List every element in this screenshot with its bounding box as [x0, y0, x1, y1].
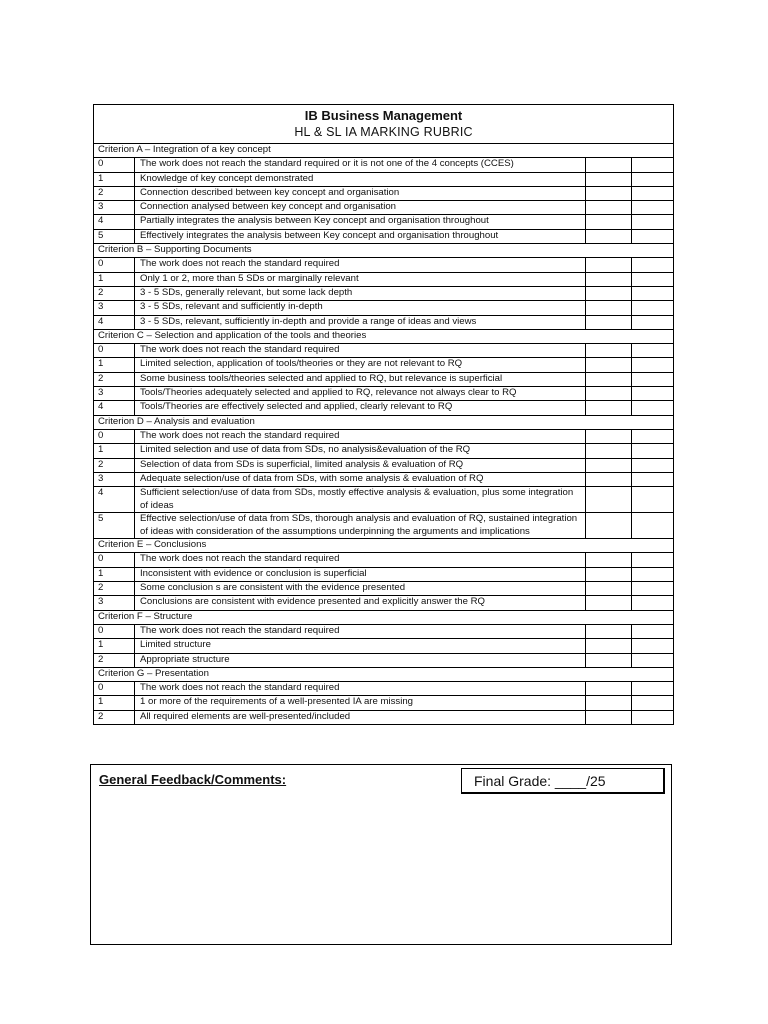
rubric-body: [94, 105, 674, 725]
rubric-row: [94, 624, 674, 638]
mark-cell-2[interactable]: [632, 158, 674, 172]
mark-cell-1[interactable]: [586, 372, 632, 386]
descriptor-cell: The work does not reach the standard required: [135, 429, 586, 443]
rubric-row: [94, 387, 674, 401]
score-cell: 1: [94, 358, 135, 372]
page-subtitle: HL & SL IA MARKING RUBRIC: [294, 125, 473, 139]
mark-cell-2[interactable]: [632, 258, 674, 272]
descriptor-cell: All required elements are well-presented/included: [135, 710, 586, 724]
score-cell: 1: [94, 172, 135, 186]
score-cell: 2: [94, 286, 135, 300]
mark-cell-2[interactable]: [632, 553, 674, 567]
descriptor-cell: Only 1 or 2, more than 5 SDs or marginally relevant: [135, 272, 586, 286]
mark-cell-2[interactable]: [632, 696, 674, 710]
rubric-row: [94, 429, 674, 443]
mark-cell-2[interactable]: [632, 567, 674, 581]
mark-cell-2[interactable]: [632, 458, 674, 472]
score-cell: 2: [94, 458, 135, 472]
score-cell: 3: [94, 201, 135, 215]
mark-cell-1[interactable]: [586, 286, 632, 300]
descriptor-cell: The work does not reach the standard required: [135, 553, 586, 567]
descriptor-cell: Tools/Theories adequately selected and applied to RQ, relevance not always clear to RQ: [135, 387, 586, 401]
descriptor-cell: Limited structure: [135, 639, 586, 653]
rubric-row: [94, 215, 674, 229]
rubric-row: [94, 344, 674, 358]
rubric-row: [94, 401, 674, 415]
score-cell: 4: [94, 315, 135, 329]
mark-cell-1[interactable]: [586, 429, 632, 443]
criterion-header-row: [94, 415, 674, 429]
mark-cell-1[interactable]: [586, 215, 632, 229]
feedback-label: General Feedback/Comments:: [99, 772, 287, 787]
rubric-row: [94, 186, 674, 200]
descriptor-cell: The work does not reach the standard required or it is not one of the 4 concepts (CCES): [135, 158, 586, 172]
criterion-header-row: [94, 144, 674, 158]
rubric-row: [94, 229, 674, 243]
descriptor-cell: 3 - 5 SDs, relevant and sufficiently in-depth: [135, 301, 586, 315]
rubric-header-row: [94, 105, 674, 144]
rubric-row: [94, 696, 674, 710]
score-cell: 0: [94, 682, 135, 696]
mark-cell-2[interactable]: [632, 372, 674, 386]
mark-cell-1[interactable]: [586, 444, 632, 458]
mark-cell-1[interactable]: [586, 639, 632, 653]
descriptor-cell: Selection of data from SDs is superficial, limited analysis & evaluation of RQ: [135, 458, 586, 472]
mark-cell-1[interactable]: [586, 401, 632, 415]
mark-cell-2[interactable]: [632, 387, 674, 401]
score-cell: 1: [94, 444, 135, 458]
mark-cell-2[interactable]: [632, 596, 674, 610]
rubric-row: [94, 596, 674, 610]
rubric-row: [94, 472, 674, 486]
score-cell: 1: [94, 639, 135, 653]
rubric-row: [94, 358, 674, 372]
rubric-row: [94, 653, 674, 667]
mark-cell-1[interactable]: [586, 624, 632, 638]
mark-cell-1[interactable]: [586, 158, 632, 172]
mark-cell-2[interactable]: [632, 513, 674, 539]
descriptor-cell: Limited selection, application of tools/theories or they are not relevant to RQ: [135, 358, 586, 372]
score-cell: 0: [94, 553, 135, 567]
score-cell: 2: [94, 186, 135, 200]
rubric-row: [94, 272, 674, 286]
mark-cell-1[interactable]: [586, 513, 632, 539]
page-title: IB Business Management: [304, 108, 463, 123]
rubric-row: [94, 553, 674, 567]
descriptor-cell: Limited selection and use of data from SDs, no analysis&evaluation of the RQ: [135, 444, 586, 458]
score-cell: 2: [94, 653, 135, 667]
mark-cell-1[interactable]: [586, 315, 632, 329]
mark-cell-1[interactable]: [586, 201, 632, 215]
score-cell: 5: [94, 513, 135, 539]
descriptor-cell: Partially integrates the analysis between Key concept and organisation throughout: [135, 215, 586, 229]
score-cell: 4: [94, 487, 135, 513]
mark-cell-1[interactable]: [586, 472, 632, 486]
score-cell: 0: [94, 258, 135, 272]
mark-cell-1[interactable]: [586, 567, 632, 581]
rubric-row: [94, 567, 674, 581]
mark-cell-1[interactable]: [586, 358, 632, 372]
criterion-header-row: [94, 329, 674, 343]
descriptor-cell: Appropriate structure: [135, 653, 586, 667]
rubric-row: [94, 710, 674, 724]
rubric-row: [94, 487, 674, 513]
criterion-header-row: [94, 667, 674, 681]
mark-cell-1[interactable]: [586, 172, 632, 186]
mark-cell-1[interactable]: [586, 682, 632, 696]
mark-cell-1[interactable]: [586, 258, 632, 272]
rubric-header: [94, 105, 674, 144]
rubric-row: [94, 315, 674, 329]
mark-cell-1[interactable]: [586, 272, 632, 286]
descriptor-cell: Conclusions are consistent with evidence presented and explicitly answer the RQ: [135, 596, 586, 610]
mark-cell-1[interactable]: [586, 387, 632, 401]
score-cell: 0: [94, 429, 135, 443]
mark-cell-1[interactable]: [586, 229, 632, 243]
mark-cell-1[interactable]: [586, 487, 632, 513]
descriptor-cell: The work does not reach the standard required: [135, 624, 586, 638]
rubric-row: [94, 682, 674, 696]
descriptor-cell: 1 or more of the requirements of a well-presented IA are missing: [135, 696, 586, 710]
rubric-row: [94, 444, 674, 458]
criterion-header-row: [94, 610, 674, 624]
rubric-row: [94, 258, 674, 272]
rubric-row: [94, 513, 674, 539]
descriptor-cell: Effective selection/use of data from SDs, thorough analysis and evaluation of RQ, sustained integration of ideas with consideration of the assumptions underpinning the arguments and implications: [135, 513, 586, 539]
score-cell: 0: [94, 344, 135, 358]
score-cell: 4: [94, 215, 135, 229]
rubric-row: [94, 582, 674, 596]
mark-cell-2[interactable]: [632, 272, 674, 286]
descriptor-cell: Sufficient selection/use of data from SDs, mostly effective analysis & evaluation, plus some integration of ideas: [135, 487, 586, 513]
mark-cell-2[interactable]: [632, 315, 674, 329]
descriptor-cell: Knowledge of key concept demonstrated: [135, 172, 586, 186]
descriptor-cell: 3 - 5 SDs, relevant, sufficiently in-depth and provide a range of ideas and views: [135, 315, 586, 329]
rubric-row: [94, 201, 674, 215]
score-cell: 3: [94, 387, 135, 401]
mark-cell-2[interactable]: [632, 401, 674, 415]
mark-cell-2[interactable]: [632, 444, 674, 458]
descriptor-cell: Effectively integrates the analysis between Key concept and organisation throughout: [135, 229, 586, 243]
descriptor-cell: Some conclusion s are consistent with the evidence presented: [135, 582, 586, 596]
rubric-row: [94, 172, 674, 186]
score-cell: 2: [94, 710, 135, 724]
score-cell: 2: [94, 372, 135, 386]
criterion-title: Criterion D – Analysis and evaluation: [94, 415, 674, 429]
mark-cell-2[interactable]: [632, 358, 674, 372]
mark-cell-1[interactable]: [586, 553, 632, 567]
mark-cell-1[interactable]: [586, 653, 632, 667]
descriptor-cell: 3 - 5 SDs, generally relevant, but some lack depth: [135, 286, 586, 300]
mark-cell-2[interactable]: [632, 429, 674, 443]
descriptor-cell: Inconsistent with evidence or conclusion is superficial: [135, 567, 586, 581]
mark-cell-2[interactable]: [632, 215, 674, 229]
mark-cell-2[interactable]: [632, 301, 674, 315]
mark-cell-2[interactable]: [632, 653, 674, 667]
rubric-row: [94, 158, 674, 172]
rubric-row: [94, 458, 674, 472]
score-cell: 4: [94, 401, 135, 415]
mark-cell-2[interactable]: [632, 344, 674, 358]
score-cell: 5: [94, 229, 135, 243]
score-cell: 3: [94, 472, 135, 486]
mark-cell-2[interactable]: [632, 582, 674, 596]
criterion-title: Criterion E – Conclusions: [94, 539, 674, 553]
mark-cell-2[interactable]: [632, 710, 674, 724]
mark-cell-2[interactable]: [632, 639, 674, 653]
descriptor-cell: Connection described between key concept and organisation: [135, 186, 586, 200]
score-cell: 3: [94, 596, 135, 610]
score-cell: 1: [94, 567, 135, 581]
mark-cell-2[interactable]: [632, 624, 674, 638]
descriptor-cell: Some business tools/theories selected and applied to RQ, but relevance is superficial: [135, 372, 586, 386]
descriptor-cell: Tools/Theories are effectively selected and applied, clearly relevant to RQ: [135, 401, 586, 415]
criterion-title: Criterion B – Supporting Documents: [94, 244, 674, 258]
score-cell: 3: [94, 301, 135, 315]
mark-cell-2[interactable]: [632, 201, 674, 215]
score-cell: 1: [94, 696, 135, 710]
descriptor-cell: Adequate selection/use of data from SDs, with some analysis & evaluation of RQ: [135, 472, 586, 486]
descriptor-cell: The work does not reach the standard required: [135, 344, 586, 358]
mark-cell-2[interactable]: [632, 487, 674, 513]
score-cell: 2: [94, 582, 135, 596]
mark-cell-2[interactable]: [632, 286, 674, 300]
descriptor-cell: The work does not reach the standard required: [135, 682, 586, 696]
feedback-box: [90, 764, 672, 945]
rubric-row: [94, 372, 674, 386]
mark-cell-1[interactable]: [586, 344, 632, 358]
rubric-row: [94, 286, 674, 300]
criterion-title: Criterion G – Presentation: [94, 667, 674, 681]
mark-cell-1[interactable]: [586, 458, 632, 472]
criterion-header-row: [94, 244, 674, 258]
mark-cell-2[interactable]: [632, 186, 674, 200]
score-cell: 0: [94, 624, 135, 638]
rubric-row: [94, 301, 674, 315]
mark-cell-2[interactable]: [632, 172, 674, 186]
descriptor-cell: Connection analysed between key concept and organisation: [135, 201, 586, 215]
criterion-title: Criterion C – Selection and application of the tools and theories: [94, 329, 674, 343]
criterion-header-row: [94, 539, 674, 553]
mark-cell-1[interactable]: [586, 596, 632, 610]
mark-cell-2[interactable]: [632, 229, 674, 243]
mark-cell-1[interactable]: [586, 582, 632, 596]
mark-cell-1[interactable]: [586, 710, 632, 724]
rubric-table: [93, 104, 674, 725]
rubric-row: [94, 639, 674, 653]
mark-cell-2[interactable]: [632, 472, 674, 486]
final-grade-box[interactable]: Final Grade: ____/25: [461, 768, 665, 794]
descriptor-cell: The work does not reach the standard required: [135, 258, 586, 272]
criterion-title: Criterion A – Integration of a key concept: [94, 144, 674, 158]
mark-cell-1[interactable]: [586, 301, 632, 315]
mark-cell-2[interactable]: [632, 682, 674, 696]
mark-cell-1[interactable]: [586, 696, 632, 710]
criterion-title: Criterion F – Structure: [94, 610, 674, 624]
score-cell: 1: [94, 272, 135, 286]
score-cell: 0: [94, 158, 135, 172]
mark-cell-1[interactable]: [586, 186, 632, 200]
